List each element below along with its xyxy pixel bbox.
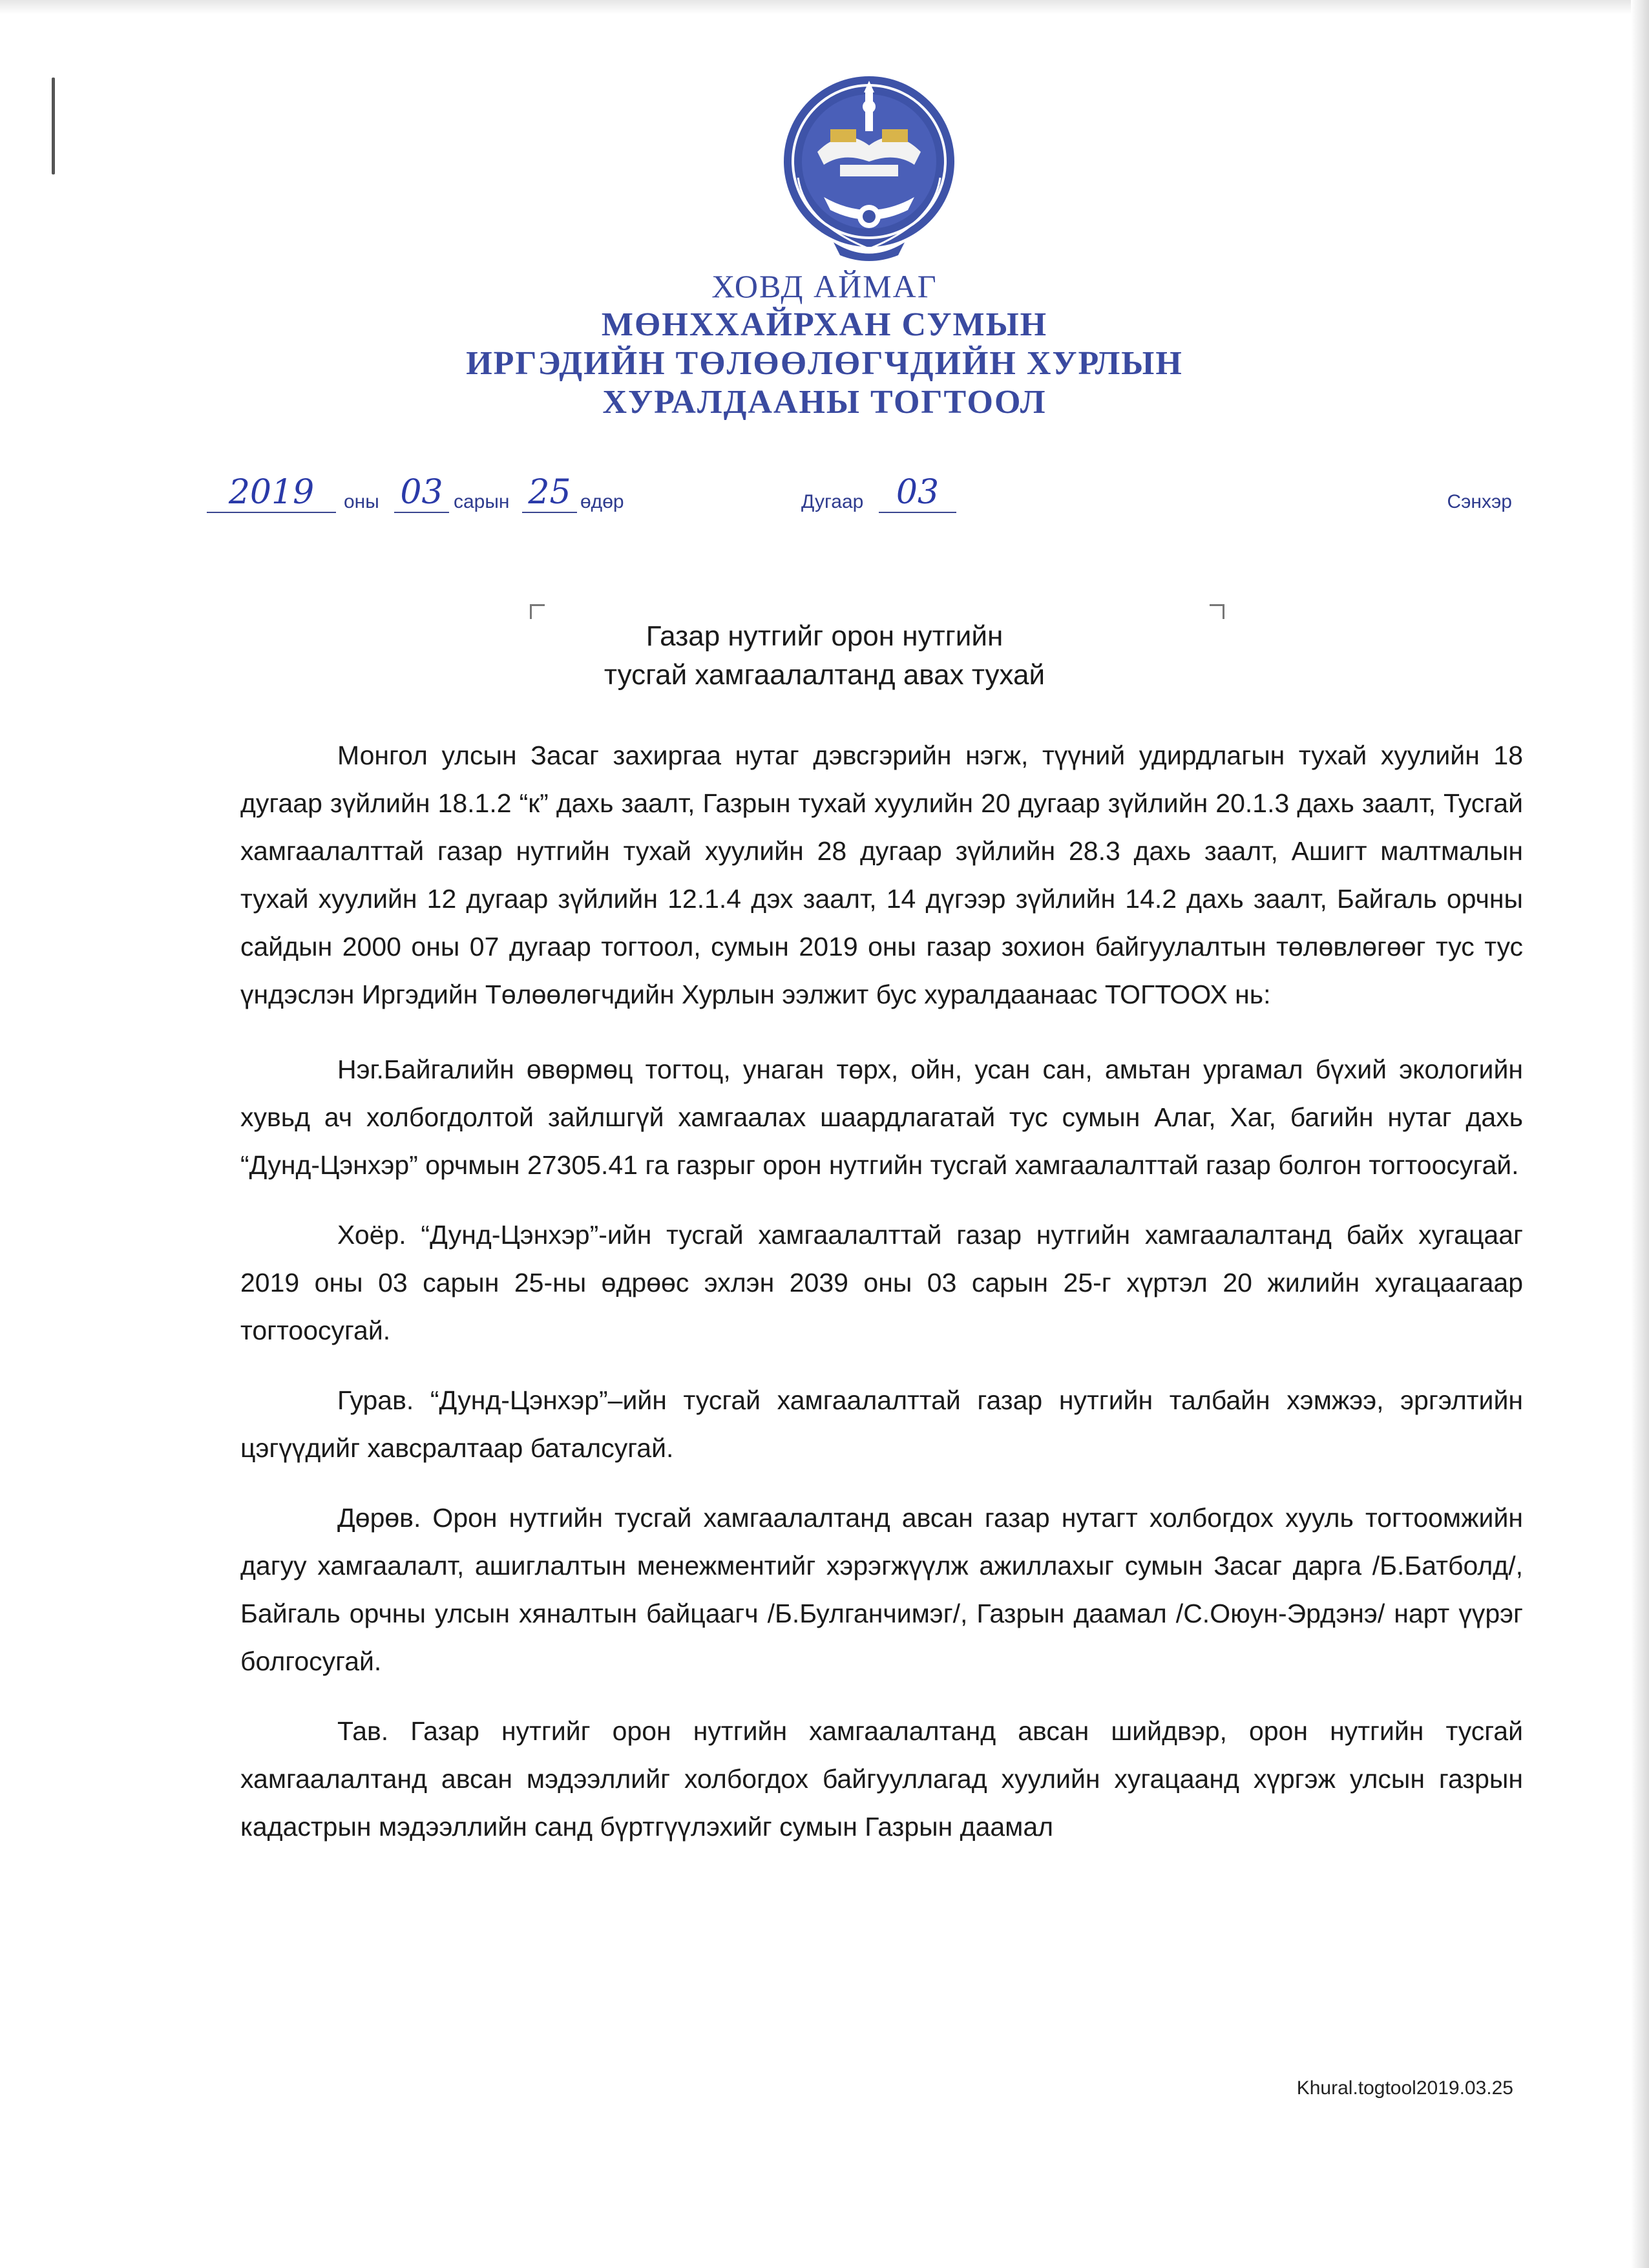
- month-suffix: сарын: [454, 491, 510, 512]
- clause-five: Тав. Газар нутгийг орон нутгийн хамгаалалтанд авсан шийдвэр, орон нутгийн тусгай хамгаалалтанд авсан мэдээллийг холбогдох байгууллагад хуулийн хугацаанд хүргэж улсын газрын кадастрын мэдээллийн санд бүртгүүлэхийг сумын Газрын даамал: [240, 1716, 1523, 1842]
- year-suffix: оны: [344, 491, 379, 512]
- heading-resolution: ХУРАЛДААНЫ ТОГТООЛ: [602, 384, 1047, 421]
- day-suffix: өдөр: [580, 491, 624, 512]
- preamble-paragraph: Монгол улсын Засаг захиргаа нутаг дэвсгэрийн нэгж, түүний удирдлагын тухай хуулийн 18 дугаар зүйлийн 18.1.2 “к” дахь заалт, Газрын тухай хуулийн 20 дугаар зүйлийн 20.1.3 дахь заалт, Тусгай хамгаалалттай газар нутгийн тухай хуулийн 28 дугаар зүйлийн 28.3 дахь заалт, Ашигт малтмалын тухай хуулийн 12 дугаар зүйлийн 12.1.4 дэх заалт, 14 дүгээр зүйлийн 14.2 дахь заалт, Байгаль орчны сайдын 2000 оны 07 дугаар тогтоол, сумын 2019 оны газар зохион байгуулалтын төлөвлөгөөг тус тус үндэслэн Иргэдийн Төлөөлөгчдийн Хурлын ээлжит бус хуралдаанаас ТОГТООХ нь:: [240, 740, 1523, 1009]
- handwritten-number: 03: [879, 473, 956, 513]
- place-name: Сэнхэр: [1447, 491, 1512, 512]
- heading-council: ИРГЭДИЙН ТӨЛӨӨЛӨГЧДИЙН ХУРЛЫН: [466, 345, 1183, 382]
- title-line-1: Газар нутгийг орон нутгийн: [646, 620, 1003, 652]
- heading-soum: МӨНХХАЙРХАН СУМЫН: [601, 306, 1048, 343]
- clause-two: Хоёр. “Дунд-Цэнхэр”-ийн тусгай хамгаалалттай газар нутгийн хамгаалалтанд байх хугацааг 2019 оны 03 сарын 25-ны өдрөөс эхлэн 2039 оны 03 сарын 25-г хүртэл 20 жилийн хугацаагаар тогтоосугай.: [240, 1220, 1523, 1345]
- document-body: [240, 731, 1523, 1873]
- number-label: Дугаар: [801, 491, 864, 512]
- heading-province: ХОВД АЙМАГ: [711, 268, 938, 304]
- handwritten-day: 25: [522, 473, 577, 513]
- clause-one: Нэг.Байгалийн өвөрмөц тогтоц, унаган төрх, ойн, усан сан, амьтан ургамал бүхий экологийн хувьд ач холбогдолтой зайлшгүй хамгаалах шаардлагатай тус сумын Алаг, Хаг, багийн нутаг дахь “Дунд-Цэнхэр” орчмын 27305.41 га газрыг орон нутгийн тусгай хамгаалалттай газар болгон тогтоосугай.: [240, 1055, 1523, 1180]
- footer-filename: Khural.togtool2019.03.25: [1296, 2077, 1513, 2099]
- clause-three: Гурав. “Дунд-Цэнхэр”–ийн тусгай хамгаалалттай газар нутгийн талбайн хэмжээ, эргэлтийн цэгүүдийг хавсралтаар баталсугай.: [240, 1385, 1523, 1463]
- document-title: [0, 617, 1649, 695]
- handwritten-month: 03: [394, 473, 449, 513]
- title-line-2: тусгай хамгаалалтанд авах тухай: [604, 659, 1045, 691]
- date-number-line: [207, 473, 1512, 525]
- handwritten-year: 2019: [207, 473, 336, 513]
- mongolia-state-emblem-icon: [772, 68, 966, 262]
- clause-four: Дөрөв. Орон нутгийн тусгай хамгаалалтанд авсан газар нутагт холбогдох хууль тогтоомжийн дагуу хамгаалалт, ашиглалтын менежментийг хэрэгжүүлж ажиллахыг сумын Засаг дарга /Б.Батболд/, Байгаль орчны улсын хяналтын байцаагч /Б.Булганчимэг/, Газрын даамал /С.Оюун-Эрдэнэ/ нарт үүрэг болгосугай.: [240, 1503, 1523, 1676]
- binding-mark: [52, 78, 55, 174]
- scan-edge-top: [0, 0, 1649, 14]
